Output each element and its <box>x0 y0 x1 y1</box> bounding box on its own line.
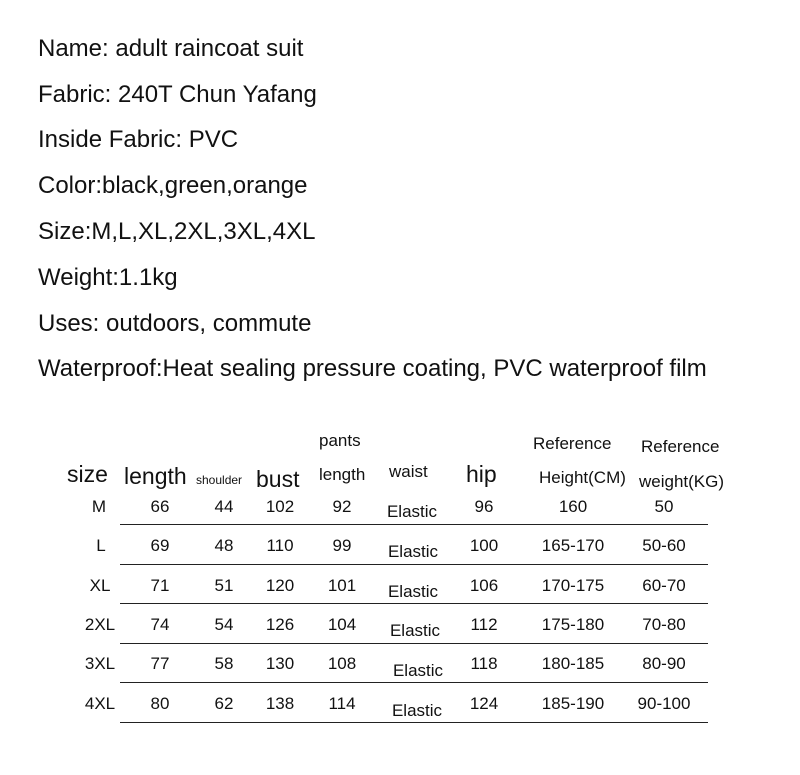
cell-length: 74 <box>150 615 170 634</box>
spec-fabric: Fabric: 240T Chun Yafang <box>38 81 317 108</box>
cell-shoulder: 51 <box>214 576 234 595</box>
cell-hip: 118 <box>470 654 498 673</box>
spec-size: Size:M,L,XL,2XL,3XL,4XL <box>38 218 316 245</box>
cell-length: 80 <box>150 694 170 713</box>
cell-weight: 60-70 <box>642 576 686 595</box>
cell-pants: 114 <box>328 694 356 713</box>
cell-size: M <box>91 497 107 516</box>
cell-shoulder: 44 <box>214 497 234 516</box>
header-weight-bottom: weight(KG) <box>639 472 725 491</box>
row-divider <box>120 603 708 604</box>
cell-hip: 124 <box>469 694 499 713</box>
cell-length: 66 <box>150 497 170 516</box>
row-divider <box>120 564 708 565</box>
spec-waterproof: Waterproof:Heat sealing pressure coating, PVC waterproof film <box>38 355 707 382</box>
cell-pants: 108 <box>327 654 357 673</box>
cell-size: XL <box>89 576 111 595</box>
spec-uses: Uses: outdoors, commute <box>38 310 312 337</box>
header-weight-top: Reference <box>641 437 720 456</box>
cell-weight: 80-90 <box>642 654 686 673</box>
cell-hip: 96 <box>474 497 494 516</box>
row-divider <box>120 643 708 644</box>
cell-weight: 50-60 <box>642 536 686 555</box>
cell-waist: Elastic <box>387 582 439 601</box>
header-size: size <box>67 461 108 487</box>
spec-color: Color:black,green,orange <box>38 172 308 199</box>
cell-bust: 120 <box>265 576 295 595</box>
cell-bust: 126 <box>265 615 295 634</box>
cell-height: 185-190 <box>541 694 605 713</box>
cell-waist: Elastic <box>392 661 444 680</box>
header-pants-bottom: length <box>319 465 366 484</box>
cell-bust: 130 <box>265 654 295 673</box>
cell-size: 4XL <box>84 694 116 713</box>
cell-height: 170-175 <box>541 576 605 595</box>
cell-height: 160 <box>558 497 588 516</box>
cell-weight: 70-80 <box>642 615 686 634</box>
cell-hip: 106 <box>469 576 499 595</box>
header-height-bottom: Height(CM) <box>539 468 626 487</box>
cell-height: 175-180 <box>541 615 605 634</box>
cell-waist: Elastic <box>389 621 441 640</box>
spec-name: Name: adult raincoat suit <box>38 35 304 62</box>
cell-height: 165-170 <box>541 536 605 555</box>
header-height-top: Reference <box>533 434 612 453</box>
header-length: length <box>124 463 187 489</box>
header-hip: hip <box>466 461 497 487</box>
cell-height: 180-185 <box>541 654 605 673</box>
cell-weight: 50 <box>654 497 674 516</box>
cell-length: 69 <box>150 536 170 555</box>
cell-size: L <box>96 536 106 555</box>
row-divider <box>120 524 708 525</box>
cell-waist: Elastic <box>386 502 438 521</box>
cell-hip: 100 <box>469 536 499 555</box>
cell-pants: 104 <box>327 615 357 634</box>
cell-pants: 101 <box>327 576 357 595</box>
cell-size: 3XL <box>84 654 116 673</box>
row-divider <box>120 722 708 723</box>
cell-pants: 99 <box>332 536 352 555</box>
cell-size: 2XL <box>84 615 116 634</box>
cell-hip: 112 <box>470 615 498 634</box>
cell-shoulder: 58 <box>214 654 234 673</box>
cell-shoulder: 48 <box>214 536 234 555</box>
cell-bust: 110 <box>266 536 294 555</box>
cell-length: 71 <box>150 576 170 595</box>
header-pants-top: pants <box>319 431 361 450</box>
cell-bust: 102 <box>265 497 295 516</box>
row-divider <box>120 682 708 683</box>
cell-length: 77 <box>150 654 170 673</box>
cell-shoulder: 62 <box>214 694 234 713</box>
header-bust: bust <box>256 466 300 492</box>
cell-bust: 138 <box>265 694 295 713</box>
cell-weight: 90-100 <box>637 694 691 713</box>
header-waist: waist <box>389 462 428 481</box>
cell-shoulder: 54 <box>214 615 234 634</box>
cell-pants: 92 <box>332 497 352 516</box>
spec-weight: Weight:1.1kg <box>38 264 178 291</box>
header-shoulder: shoulder <box>196 473 243 487</box>
cell-waist: Elastic <box>391 701 443 720</box>
spec-inside-fabric: Inside Fabric: PVC <box>38 126 239 153</box>
cell-waist: Elastic <box>387 542 439 561</box>
